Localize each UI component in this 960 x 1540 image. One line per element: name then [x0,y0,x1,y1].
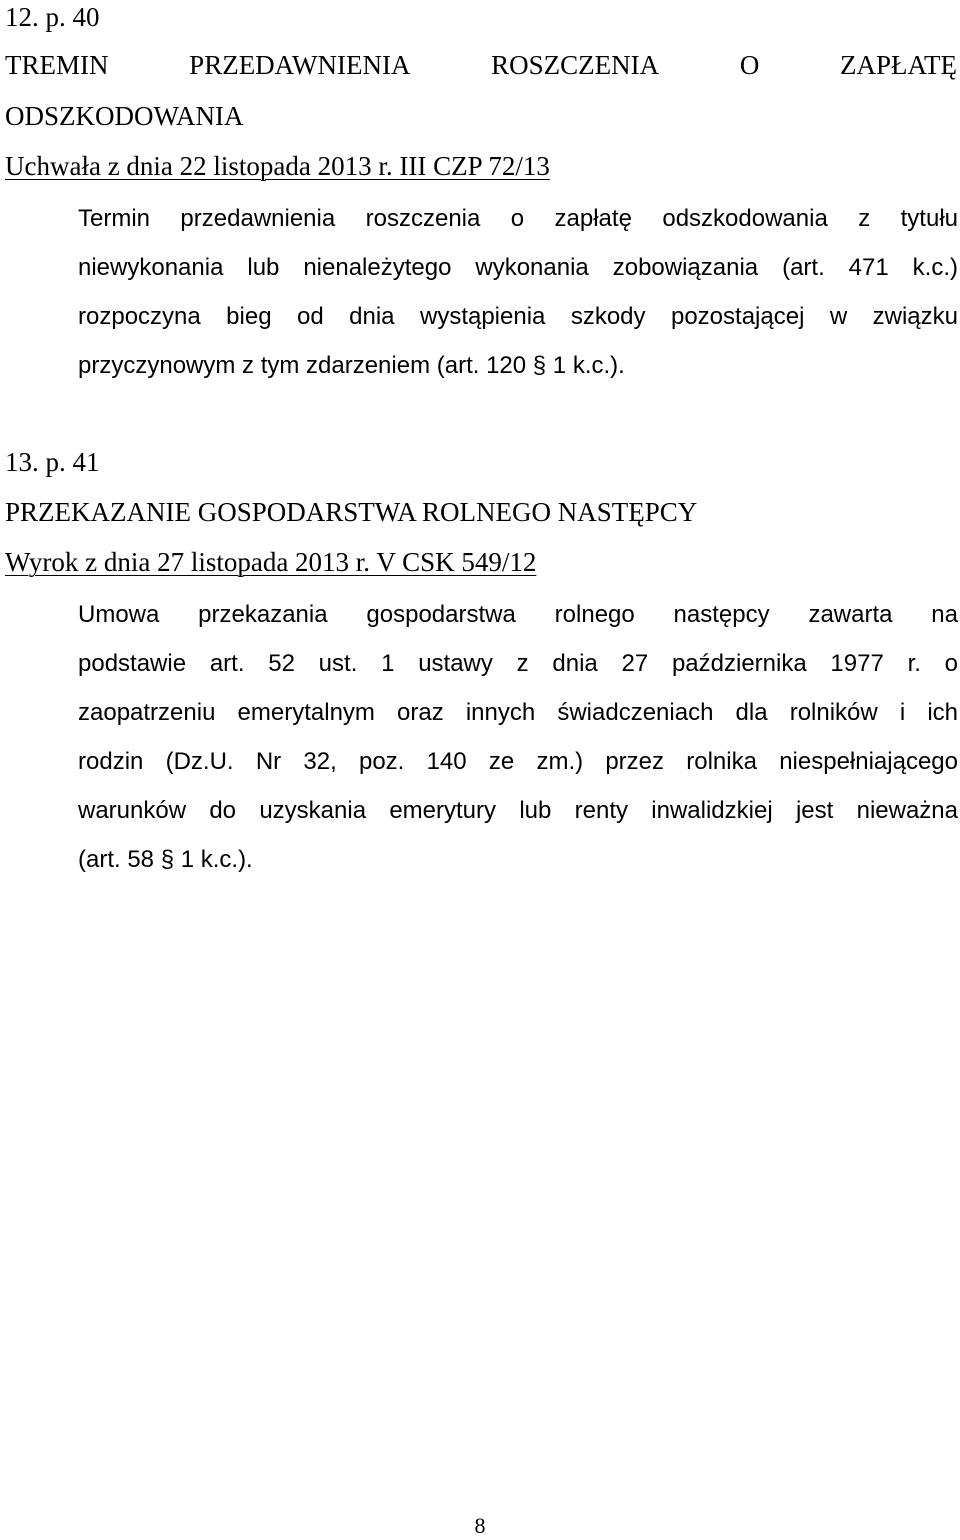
summary-line: (art. 58 § 1 k.c.). [78,846,253,873]
title-word: ZAPŁATĘ [840,50,957,80]
summary-line-text: rodzin (Dz.U. Nr 32, poz. 140 ze zm.) przez rolnika niespełniającego [78,748,958,775]
summary-line-text: warunków do uzyskania emerytury lub renty inwalidzkiej jest nieważna [78,797,958,824]
summary-line [78,243,958,292]
summary-line [78,292,958,341]
summary-line: przyczynowym z tym zdarzeniem (art. 120 § 1 k.c.). [78,352,625,379]
summary-line-text: podstawie art. 52 ust. 1 ustawy z dnia 27 października 1977 r. o [78,650,958,677]
title-word: PRZEDAWNIENIA [189,50,411,80]
title-word: O [739,50,760,80]
summary-line [78,194,958,243]
summary-line [78,688,958,737]
summary-line-text: niewykonania lub nienależytego wykonania zobowiązania (art. 471 k.c.) [78,254,958,281]
entry-number: 13. p. 41 [5,447,100,477]
title-word: ROSZCZENIA [491,50,660,80]
summary-line-text: rozpoczyna bieg od dnia wystąpienia szkody pozostającej w związku [78,303,958,330]
entry-title-line-2: ODSZKODOWANIA [5,101,244,131]
summary-line-text: Termin przedawnienia roszczenia o zapłatę odszkodowania z tytułu [78,205,958,232]
title-word: TREMIN [5,50,109,80]
entry-number: 12. p. 40 [5,2,100,32]
page-number: 8 [474,1513,486,1538]
summary-line-text: Umowa przekazania gospodarstwa rolnego następcy zawarta na [78,601,958,628]
summary-line-text: zaopatrzeniu emerytalnym oraz innych świadczeniach dla rolników i ich [78,699,958,726]
entry-summary [78,590,958,884]
ruling-reference: Wyrok z dnia 27 listopada 2013 r. V CSK 549/12 [5,547,537,577]
summary-line [78,639,958,688]
summary-line [78,737,958,786]
ruling-reference: Uchwała z dnia 22 listopada 2013 r. III CZP 72/13 [5,151,550,181]
summary-line [78,590,958,639]
summary-line [78,786,958,835]
entry-title: PRZEKAZANIE GOSPODARSTWA ROLNEGO NASTĘPCY [5,497,698,527]
entry-summary [78,194,958,390]
entry-title-line-1 [5,48,957,82]
